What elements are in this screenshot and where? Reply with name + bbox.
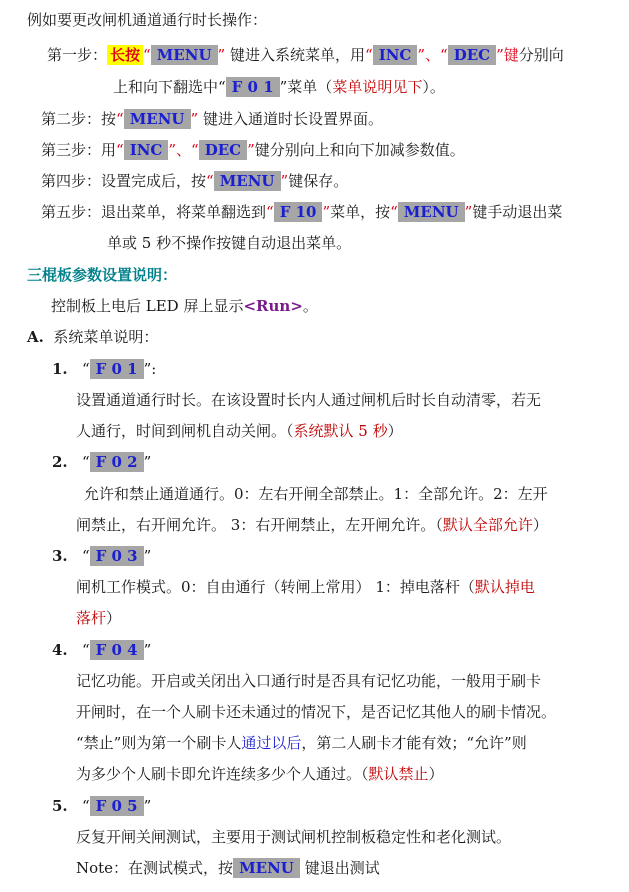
menu-key-label: MENU [233, 858, 300, 878]
step-3-prefix: 第三步：用 [41, 141, 117, 159]
step-1-prefix: 第一步： [47, 46, 108, 64]
item-1-end: ） [387, 422, 403, 440]
item-5-note [76, 857, 380, 879]
menu-key-label: MENU [214, 171, 281, 191]
step-1-line-2-a: 上和向下翻选中“ [113, 78, 226, 96]
step-1-text-c: 分别向 [518, 46, 564, 64]
f03-code-label: F 0 3 [90, 546, 144, 566]
menu-key-label: MENU [151, 45, 218, 65]
step-5-prefix: 第五步：退出菜单，将菜单翻选到 [41, 203, 267, 221]
item-4-line-3 [76, 732, 527, 754]
item-1-default-red: 系统默认 5 秒 [293, 422, 388, 440]
step-4-text: 键保存。 [288, 172, 349, 190]
item-3-default-red-b: 落杆 [76, 609, 107, 627]
item-3-default-red-a: 默认掉电 [474, 578, 535, 596]
item-trail: ” [143, 453, 152, 471]
menu-note-red: 菜单说明见下 [332, 78, 423, 96]
item-4-line-3-b: ，第二人刷卡才能有效；“允许”则 [301, 734, 527, 752]
item-4-line-3-a: “禁止”则为第一个刷卡人 [76, 734, 242, 752]
note-text-a: Note：在测试模式，按 [76, 859, 234, 877]
item-2-line-2 [76, 514, 548, 536]
step-5-text-b: 键手动退出菜 [472, 203, 563, 221]
f04-code-label: F 0 4 [90, 640, 144, 660]
step-2-prefix: 第二步：按 [41, 110, 117, 128]
item-3-line-1 [76, 576, 535, 598]
quote-open: “ [143, 46, 151, 64]
step-4: 第四步：设置完成后，按“ MENU ”键保存。 [41, 172, 349, 190]
item-5-line-1: 反复开闸关闸测试，主要用于测试闸机控制板稳定性和老化测试。 [76, 828, 512, 846]
dec-key-label: DEC [448, 45, 496, 65]
item-trail: ” [143, 547, 152, 565]
menu-key-label: MENU [398, 202, 465, 222]
item-number: 4. [52, 641, 68, 659]
quote-separator: ”、“ [417, 46, 448, 64]
item-4-end: ） [428, 765, 444, 783]
intro-text: 例如要更改闸机通道通行时长操作： [27, 11, 268, 29]
item-2-default-red: 默认全部允许 [442, 516, 533, 534]
led-line [51, 295, 318, 317]
step-2: 第二步：按“ MENU ” 键进入通道时长设置界面。 [41, 110, 383, 128]
led-end: 。 [302, 297, 318, 315]
step-5-line-1: 第五步：退出菜单，将菜单翻选到“ F 10 ”菜单，按“ MENU ”键手动退出菜 [41, 203, 563, 221]
item-4-blue-text: 通过以后 [241, 734, 302, 752]
item-2-line-1: 允许和禁止通道通行。0：左右开闸全部禁止。1：全部允许。2：左开 [84, 485, 548, 503]
led-text: 控制板上电后 LED 屏上显示 [51, 297, 244, 315]
item-3-line-2 [76, 607, 121, 629]
note-text-b: 键退出测试 [304, 859, 380, 877]
item-1-line-2 [76, 420, 403, 442]
quote-close: ” [217, 46, 226, 64]
inc-key-label: INC [124, 140, 169, 160]
f02-code-label: F 0 2 [90, 452, 144, 472]
step-1-line-2-b: ”菜单（ [279, 78, 333, 96]
menu-key-label: MENU [124, 109, 191, 129]
step-3: 第三步：用“ INC ”、“ DEC ”键分别向上和向下加减参数值。 [41, 141, 465, 159]
step-1-line-2-c: ）。 [422, 78, 445, 96]
item-number: 2. [52, 453, 68, 471]
item-number: 5. [52, 797, 68, 815]
f01-code-label: F 0 1 [90, 359, 144, 379]
step-3-text: 键分别向上和向下加减参数值。 [254, 141, 465, 159]
item-trail: ” [143, 641, 152, 659]
inc-key-label: INC [373, 45, 418, 65]
step-1-line-2 [113, 76, 445, 98]
item-3-heading: 3. “ F 0 3 ” [52, 547, 152, 565]
dec-key-label: DEC [199, 140, 247, 160]
item-4-line-2: 开闸时，在一个人刷卡还未通过的情况下，是否记忆其他人的刷卡情况。 [76, 703, 557, 721]
item-trail: ”: [143, 360, 157, 378]
item-3-line-1-text: 闸机工作模式。0：自由通行（转闸上常用） 1：掉电落杆（ [76, 578, 475, 596]
run-label: <Run> [243, 297, 303, 315]
item-4-line-1: 记忆功能。开启或关闭出入口通行时是否具有记忆功能，一般用于刷卡 [76, 672, 542, 690]
step-1-line-1: 第一步： 长按 “ MENU ” 键进入系统菜单，用“ INC ”、“ DEC ”键分别向 [47, 46, 564, 64]
a-label: A. [27, 328, 44, 346]
item-1-line-2-text: 人通行，时间到闸机自动关闸。（ [76, 422, 294, 440]
item-number: 3. [52, 547, 68, 565]
a-text: 系统菜单说明： [53, 328, 159, 346]
item-4-line-4-a: 为多少个人刷卡即允许连续多少个人通过。（ [76, 765, 369, 783]
a-heading [27, 326, 158, 348]
item-2-line-2-text: 闸禁止，右开闸允许。 3：右开闸禁止，左开闸允许。（ [76, 516, 443, 534]
f05-code-label: F 0 5 [90, 796, 144, 816]
item-5-heading: 5. “ F 0 5 ” [52, 797, 152, 815]
step-5-line-2: 单或 5 秒不操作按键自动退出菜单。 [107, 234, 352, 252]
item-1-heading: 1. “ F 0 1 ”: [52, 360, 157, 378]
step-2-text: 键进入通道时长设置界面。 [202, 110, 383, 128]
f10-code-label: F 10 [274, 202, 323, 222]
long-press-label: 长按 [107, 45, 143, 65]
item-4-heading: 4. “ F 0 4 ” [52, 641, 152, 659]
f01-code-label: F 0 1 [226, 77, 280, 97]
step-5-text-a: 菜单，按 [330, 203, 391, 221]
item-3-end: ） [106, 609, 122, 627]
item-2-heading: 2. “ F 0 2 ” [52, 453, 152, 471]
step-1-key-red: 键 [503, 46, 519, 64]
section-title: 三棍板参数设置说明： [27, 266, 178, 284]
item-2-end: ） [532, 516, 548, 534]
item-4-default-red: 默认禁止 [368, 765, 429, 783]
step-4-prefix: 第四步：设置完成后，按 [41, 172, 207, 190]
item-1-line-1: 设置通道通行时长。在该设置时长内人通过闸机后时长自动清零，若无 [76, 391, 542, 409]
item-number: 1. [52, 360, 68, 378]
step-1-text-a: 键进入系统菜单，用 [230, 46, 366, 64]
item-4-line-4 [76, 763, 444, 785]
item-trail: ” [143, 797, 152, 815]
